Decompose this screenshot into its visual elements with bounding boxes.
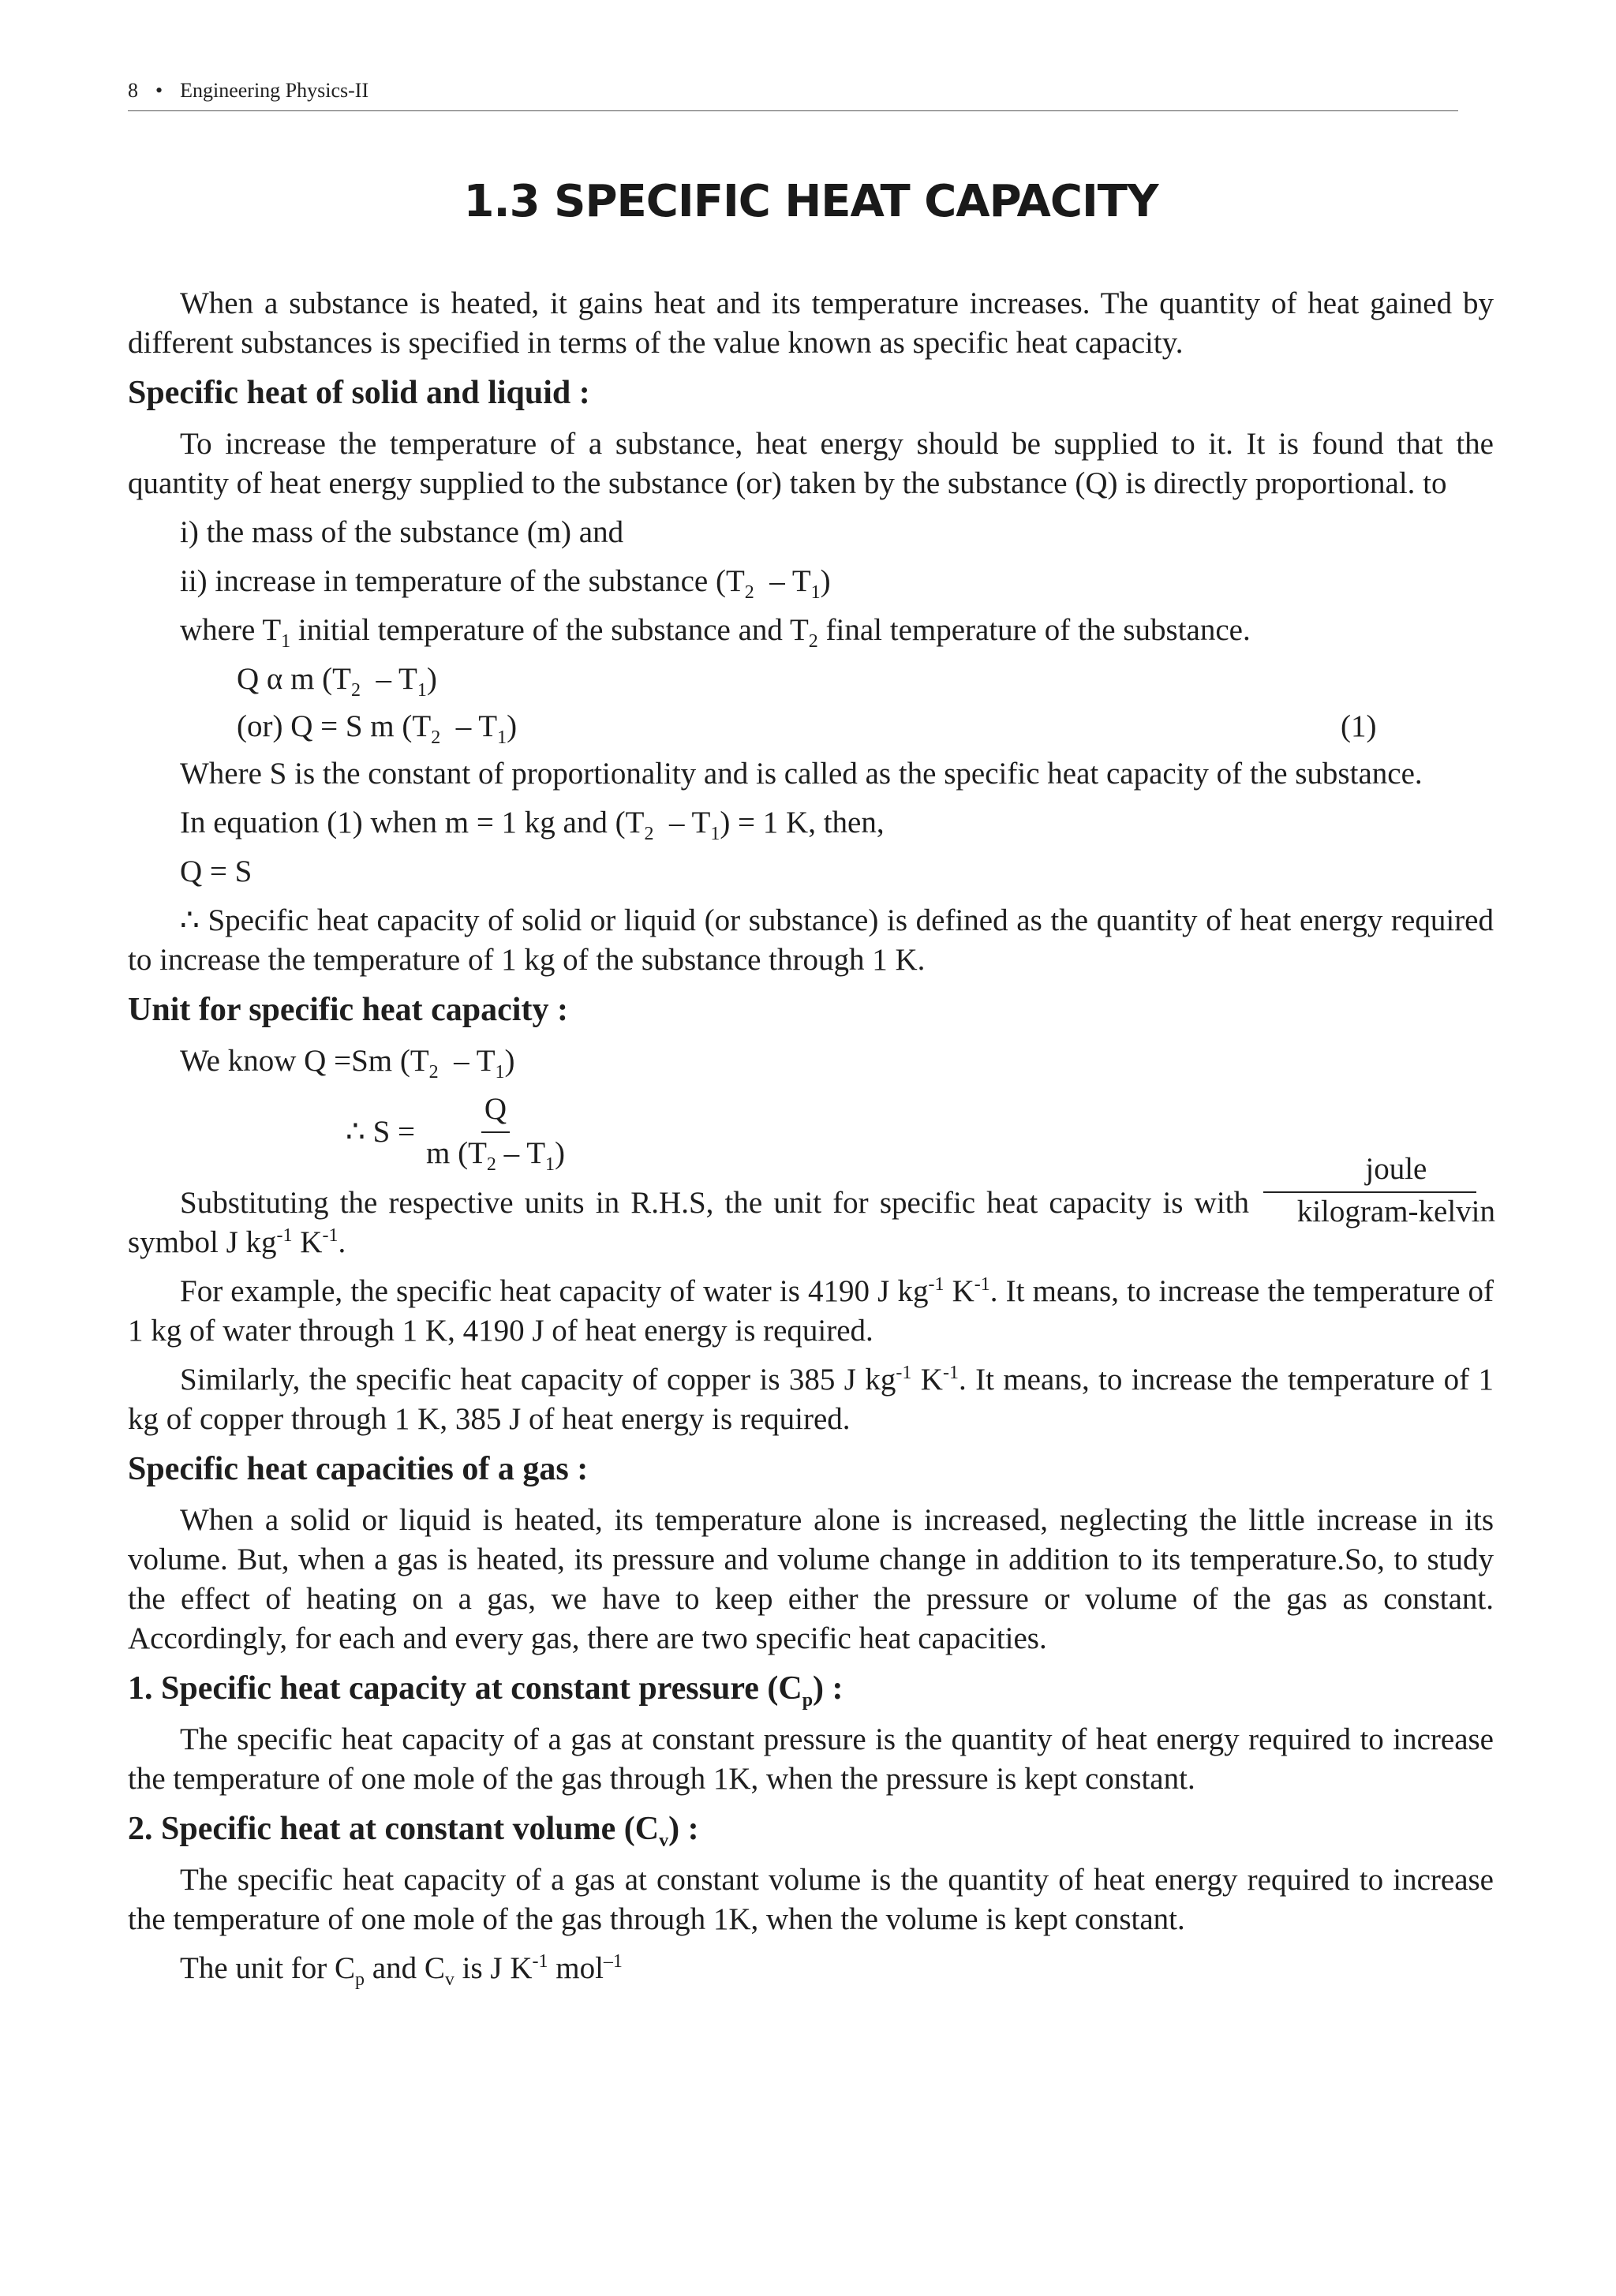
book-title: Engineering Physics-II xyxy=(180,79,369,102)
heading-solid-liquid: Specific heat of solid and liquid : xyxy=(128,375,590,411)
constant-volume-paragraph: The specific heat capacity of a gas at constant volume is the quantity of heat energy required to increase the temperature of one mole of the gas through 1K, when the volume is kept constant. xyxy=(128,1863,1494,1936)
heading-unit: Unit for specific heat capacity : xyxy=(128,992,568,1028)
heading-constant-pressure: 1. Specific heat capacity at constant pressure $(C_p)$ : xyxy=(128,1670,844,1711)
definition-paragraph: ∴ Specific heat capacity of solid or liquid (or substance) is defined as the quantity of heat energy required to increase the temperature of 1 kg of the substance through 1 K. xyxy=(128,903,1494,977)
constant-pressure-paragraph: The specific heat capacity of a gas at constant pressure is the quantity of heat energy required to increase the temperature of one mole of the gas through 1K, when the pressure is kept constant. xyxy=(128,1722,1494,1796)
list-item-mass: i) the mass of the substance (m) and xyxy=(180,515,624,549)
equation-number: (1) xyxy=(1341,709,1377,743)
running-header xyxy=(128,79,1458,111)
gas-paragraph: When a solid or liquid is heated, its temperature alone is increased, neglecting the little increase in its volume. But, when a gas is heated, its pressure and volume change in addition to its temperature.So, to study the effect of heating on a gas, we have to keep either the pressure or volume of the gas as constant. Accordingly, for each and every gas, there are two specific heat capacities. xyxy=(128,1503,1494,1655)
where-definition: where $T_1$ initial temperature of the substance and $T_2$ final temperature of the substance. xyxy=(180,613,1251,652)
equation-1: (or) Q = S m $(T_2 - T_1)$ (1) xyxy=(128,707,1494,746)
page-number: 8 xyxy=(128,79,138,102)
cp-cv-unit: The unit for $C_p$ and $C_v$ is J $K^{-1}$ mol$^{-1}$ xyxy=(180,1951,623,1990)
intro-paragraph: When a substance is heated, it gains heat and its temperature increases. The quantity of heat gained by different substances is specified in terms of the value known as specific heat capacity. xyxy=(128,286,1494,360)
heading-gas: Specific heat capacities of a gas : xyxy=(128,1451,589,1487)
q-equals-s: Q = S xyxy=(180,854,252,888)
unit-mass-condition: In equation (1) when m = 1 kg and $(T_2 - T_1) = 1$ K, then, xyxy=(180,806,885,844)
proportional-paragraph: To increase the temperature of a substance, heat energy should be supplied to it. It is found that the quantity of heat energy supplied to the substance (or) taken by the substance (Q) is directly proportional. to xyxy=(128,427,1494,500)
fraction: $\frac{Q}{m (T_2 - T_1)}$ xyxy=(426,1092,566,1175)
constant-paragraph: Where S is the constant of proportionality and is called as the specific heat capacity of the substance. xyxy=(180,757,1423,791)
unit-fraction: joule kilogram-kelvin xyxy=(1245,1150,1495,1231)
s-fraction-equation: ∴ S = $\frac{Q}{m (T_2 - T_1)}$ xyxy=(346,1092,566,1175)
we-know-equation: We know Q =Sm $(T_2 - T_1)$ xyxy=(180,1044,515,1083)
list-item-temperature: ii) increase in temperature of the substance $(T_2 - T_1)$ xyxy=(180,564,831,603)
equation-proportional: Q α m $(T_2 - T_1)$ xyxy=(237,662,437,701)
unit-substitution-paragraph: Substituting the respective units in R.H.S, the unit for specific heat capacity is with symbol J $kg^{-1}$ $K^{-1}$. joule kilogram-kelvin xyxy=(128,1152,1495,1259)
water-example-paragraph: For example, the specific heat capacity of water is 4190 J $kg^{-1}$ $K^{-1}$. It means, to increase the temperature of 1 kg of water through 1 K, 4190 J of heat energy is required. xyxy=(128,1274,1494,1348)
header-bullet: • xyxy=(155,79,163,102)
heading-constant-volume: 2. Specific heat at constant volume $(C_v)$ : xyxy=(128,1811,699,1851)
copper-example-paragraph: Similarly, the specific heat capacity of copper is 385 J $kg^{-1}$ $K^{-1}$. It means, to increase the temperature of 1 kg of copper through 1 K, 385 J of heat energy is required. xyxy=(128,1363,1494,1436)
section-title: 1.3 SPECIFIC HEAT CAPACITY xyxy=(463,176,1158,227)
